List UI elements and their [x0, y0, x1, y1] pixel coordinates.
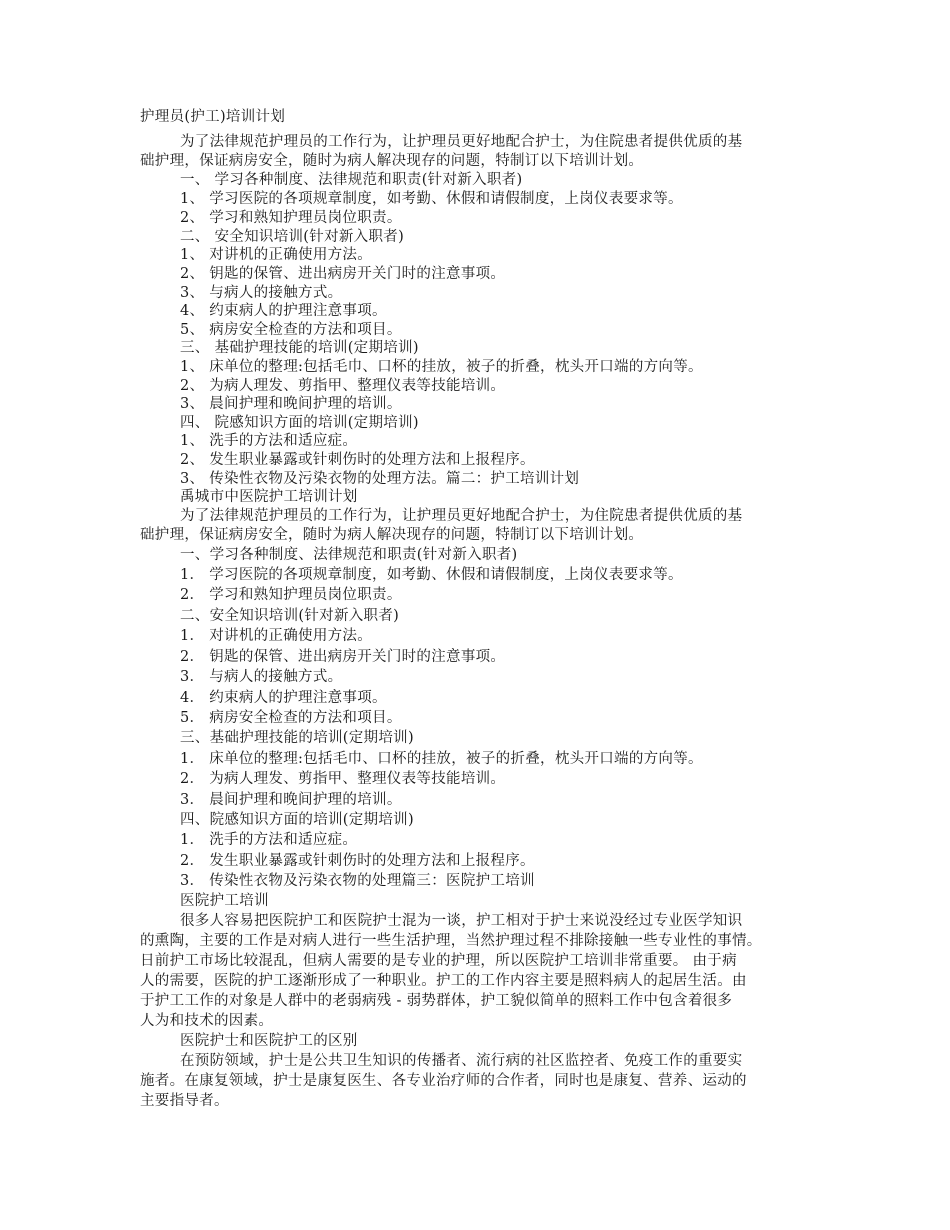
paragraph-line: 为了法律规范护理员的工作行为，让护理员更好地配合护士，为住院患者提供优质的基 [180, 134, 743, 150]
list-item: 3、 传染性衣物及污染衣物的处理方法。篇二：护工培训计划 [180, 471, 580, 487]
paragraph-line: 于护工工作的对象是人群中的老弱病残 - 弱势群体，护工貌似简单的照料工作中包含着很多 [140, 993, 733, 1009]
list-item: 4． 约束病人的护理注意事项。 [180, 690, 387, 706]
document-title: 护理员(护工)培训计划 [140, 109, 286, 125]
section-title: 医院护工培训 [180, 893, 269, 909]
list-item: 3． 与病人的接触方式。 [180, 669, 343, 685]
section-heading: 三、基础护理技能的培训(定期培训) [180, 730, 414, 746]
section-heading: 二、安全知识培训(针对新入职者) [180, 608, 400, 624]
list-item: 2． 学习和熟知护理员岗位职责。 [180, 587, 402, 603]
section-subtitle: 医院护士和医院护工的区别 [180, 1033, 358, 1049]
section-heading: 三、 基础护理技能的培训(定期培训) [180, 340, 419, 356]
paragraph-line: 础护理，保证病房安全，随时为病人解决现存的问题，特制订以下培训计划。 [140, 153, 644, 169]
section-heading: 一、学习各种制度、法律规范和职责(针对新入职者) [180, 547, 518, 563]
list-item: 4、 约束病人的护理注意事项。 [180, 303, 387, 319]
list-item: 2． 为病人理发、剪指甲、整理仪表等技能培训。 [180, 771, 506, 787]
list-item: 2、 发生职业暴露或针刺伤时的处理方法和上报程序。 [180, 452, 535, 468]
paragraph-line: 日前护工市场比较混乱，但病人需要的是专业的护理，所以医院护工培训非常重要。 由于病 [140, 953, 737, 969]
paragraph-line: 主要指导者。 [140, 1093, 229, 1109]
list-item: 3、 与病人的接触方式。 [180, 285, 343, 301]
list-item: 1． 学习医院的各项规章制度，如考勤、休假和请假制度，上岗仪表要求等。 [180, 567, 683, 583]
list-item: 3． 晨间护理和晚间护理的培训。 [180, 792, 402, 808]
paragraph-line: 的熏陶，主要的工作是对病人进行一些生活护理，当然护理过程不排除接触一些专业性的事情。 [140, 933, 762, 949]
list-item: 2、 学习和熟知护理员岗位职责。 [180, 210, 402, 226]
list-item: 1、 床单位的整理:包括毛巾、口杯的挂放，被子的折叠，枕头开口端的方向等。 [180, 359, 703, 375]
list-item: 1、 洗手的方法和适应症。 [180, 433, 358, 449]
list-item: 5． 病房安全检查的方法和项目。 [180, 710, 402, 726]
list-item: 1． 洗手的方法和适应症。 [180, 832, 358, 848]
section-heading: 四、 院感知识方面的培训(定期培训) [180, 415, 419, 431]
paragraph-line: 人的需要，医院的护工逐渐形成了一种职业。护工的工作内容主要是照料病人的起居生活。由 [140, 973, 747, 989]
list-item: 1． 对讲机的正确使用方法。 [180, 628, 373, 644]
section-heading: 二、 安全知识培训(针对新入职者) [180, 229, 405, 245]
list-item: 1、 对讲机的正确使用方法。 [180, 247, 373, 263]
list-item: 2． 发生职业暴露或针刺伤时的处理方法和上报程序。 [180, 853, 535, 869]
paragraph-line: 人为和技术的因素。 [140, 1013, 274, 1029]
section-heading: 一、 学习各种制度、法律规范和职责(针对新入职者) [180, 172, 523, 188]
paragraph-line: 础护理，保证病房安全，随时为病人解决现存的问题，特制订以下培训计划。 [140, 527, 644, 543]
list-item: 2、 钥匙的保管、进出病房开关门时的注意事项。 [180, 266, 506, 282]
list-item: 3、 晨间护理和晚间护理的培训。 [180, 396, 402, 412]
list-item: 5、 病房安全检查的方法和项目。 [180, 322, 402, 338]
section-title: 禹城市中医院护工培训计划 [180, 489, 358, 505]
paragraph-line: 为了法律规范护理员的工作行为，让护理员更好地配合护士，为住院患者提供优质的基 [180, 508, 743, 524]
list-item: 1、 学习医院的各项规章制度，如考勤、休假和请假制度，上岗仪表要求等。 [180, 191, 683, 207]
section-heading: 四、院感知识方面的培训(定期培训) [180, 812, 414, 828]
paragraph-line: 很多人容易把医院护工和医院护士混为一谈，护工相对于护士来说没经过专业医学知识 [180, 913, 743, 929]
paragraph-line: 施者。在康复领域，护士是康复医生、各专业治疗师的合作者，同时也是康复、营养、运动的 [140, 1073, 747, 1089]
list-item: 2、 为病人理发、剪指甲、整理仪表等技能培训。 [180, 378, 506, 394]
list-item: 3． 传染性衣物及污染衣物的处理篇三：医院护工培训 [180, 873, 535, 889]
list-item: 1． 床单位的整理:包括毛巾、口杯的挂放，被子的折叠，枕头开口端的方向等。 [180, 751, 703, 767]
list-item: 2． 钥匙的保管、进出病房开关门时的注意事项。 [180, 649, 506, 665]
paragraph-line: 在预防领域，护士是公共卫生知识的传播者、流行病的社区监控者、免疫工作的重要实 [180, 1053, 743, 1069]
